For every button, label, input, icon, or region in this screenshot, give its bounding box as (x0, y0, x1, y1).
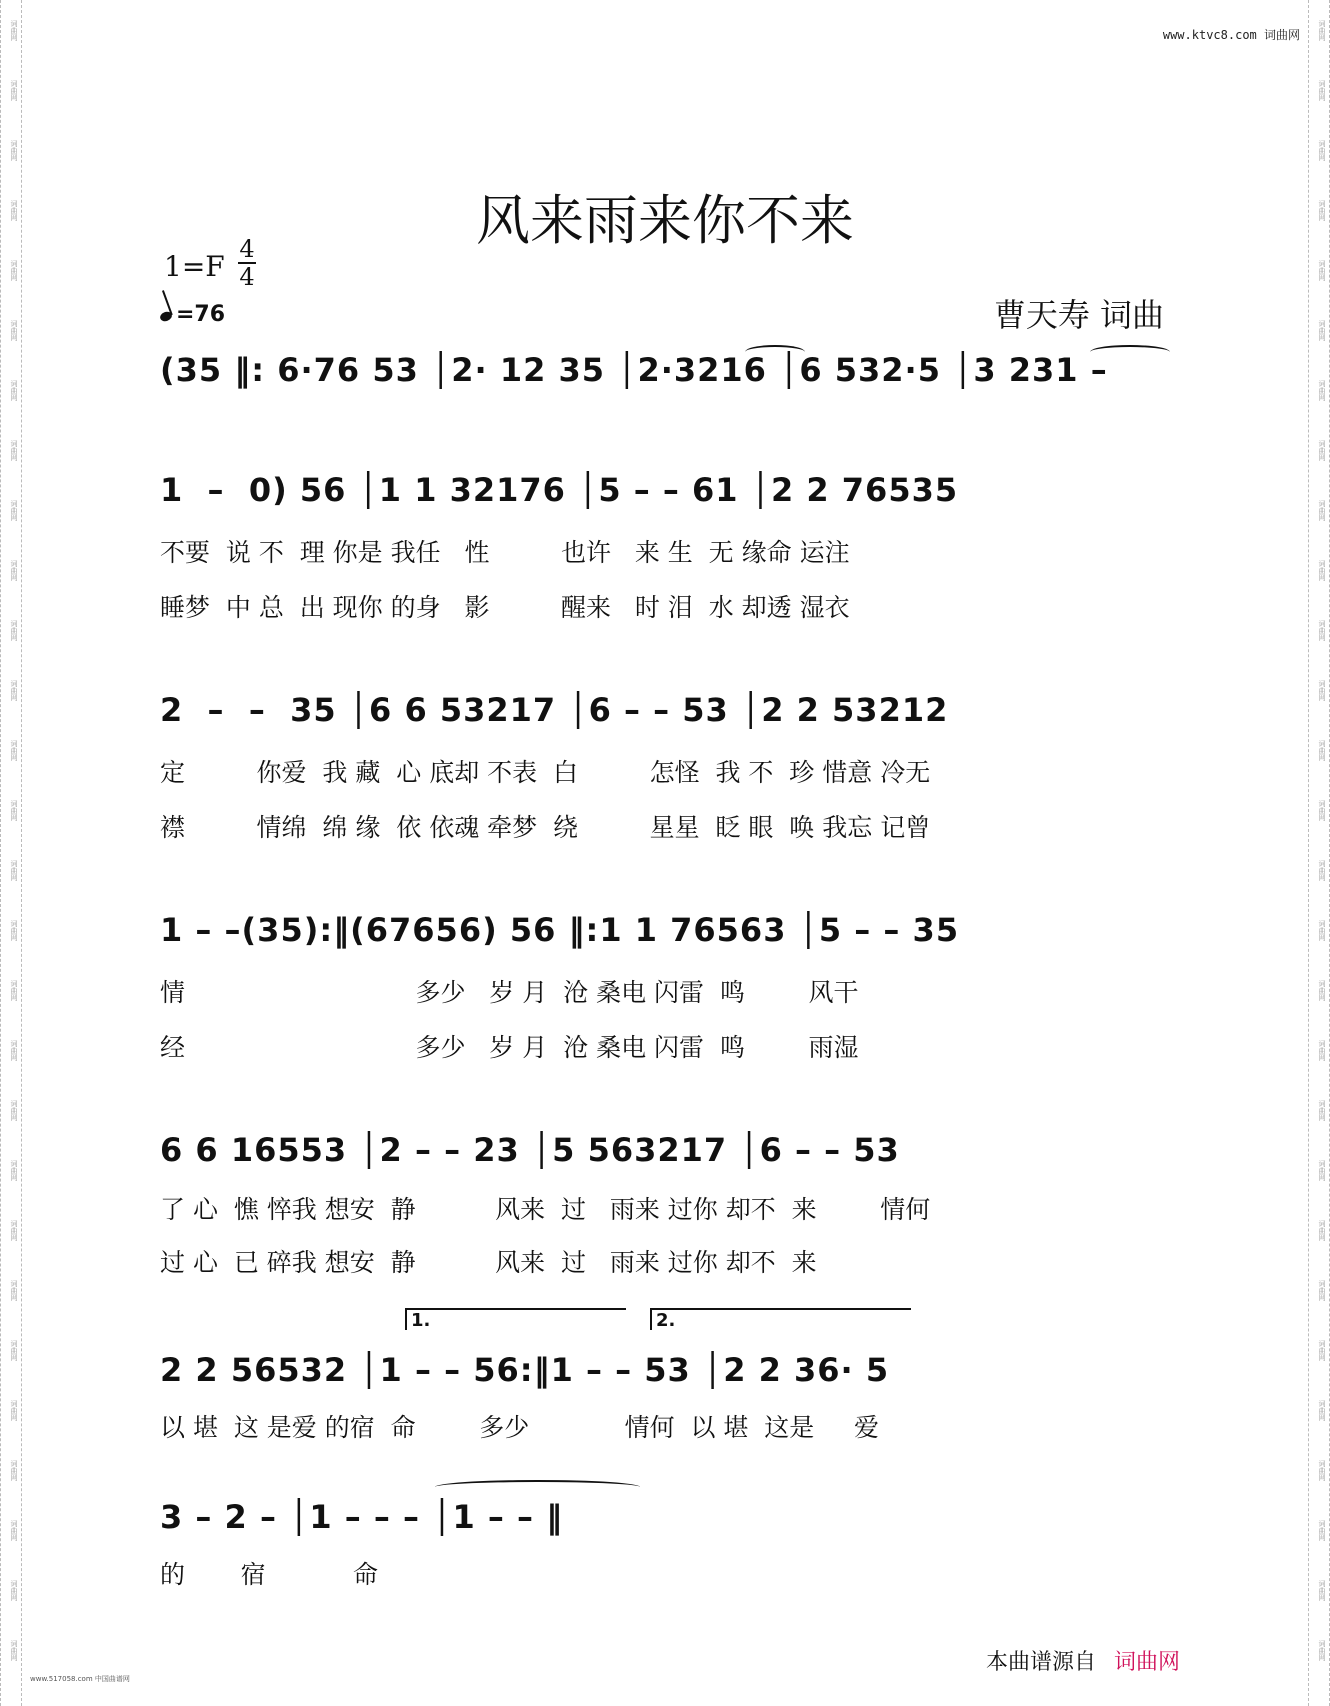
corner-watermark: www.517058.com 中国曲谱网 (30, 1675, 130, 1683)
side-watermark: 词曲网 (1318, 80, 1326, 101)
notation-line-6: 2 2 56532 │1 – – 56:‖1 – – 53 │2 2 36· 5 (160, 1351, 890, 1389)
side-watermark: 词曲网 (10, 1100, 18, 1121)
score-row-7 (160, 1492, 1170, 1552)
lyric-verse-1-line-4: 了 心 憔 悴我 想安 静 风来 过 雨来 过你 却不 来 情何 (160, 1195, 931, 1224)
side-watermark: 词曲网 (1318, 380, 1326, 401)
key-signature: 1=F (164, 250, 225, 283)
notation-line-2: 1 – 0) 56 │1 1 32176 │5 – – 61 │2 2 76535 (160, 471, 959, 509)
side-watermark: 词曲网 (10, 200, 18, 221)
side-watermark: 词曲网 (1318, 320, 1326, 341)
side-watermark: 词曲网 (10, 860, 18, 881)
side-watermark: 词曲网 (1318, 1520, 1326, 1541)
side-watermark: 词曲网 (1318, 1640, 1326, 1661)
side-watermark: 词曲网 (1318, 1340, 1326, 1361)
tie-slur (745, 345, 805, 359)
side-watermark: 词曲网 (1318, 1580, 1326, 1601)
tie-slur (1090, 345, 1170, 359)
side-watermark: 词曲网 (1318, 800, 1326, 821)
notation-line-5: 6 6 16553 │2 – – 23 │5 563217 │6 – – 53 (160, 1131, 900, 1169)
side-watermark: 词曲网 (1318, 440, 1326, 461)
side-watermark: 词曲网 (1318, 260, 1326, 281)
score-row-3 (160, 685, 1170, 745)
score-row-6 (160, 1345, 1170, 1405)
quarter-note-icon (159, 310, 173, 323)
side-watermark: 词曲网 (10, 1160, 18, 1181)
time-signature (238, 236, 256, 290)
side-watermark: 词曲网 (1318, 980, 1326, 1001)
side-watermark: 词曲网 (10, 620, 18, 641)
side-watermark: 词曲网 (10, 680, 18, 701)
lyric-line-6: 的 宿 命 (160, 1560, 379, 1589)
side-watermark: 词曲网 (1318, 1220, 1326, 1241)
lyric-verse-2-line-2: 襟 情绵 绵 缘 依 依魂 牵梦 绕 星星 眨 眼 唤 我忘 记曾 (160, 813, 931, 842)
lyric-verse-2-line-4: 过 心 已 碎我 想安 静 风来 过 雨来 过你 却不 来 (160, 1248, 817, 1277)
side-watermark: 词曲网 (10, 80, 18, 101)
side-watermark: 词曲网 (1318, 1400, 1326, 1421)
side-watermark: 词曲网 (1318, 860, 1326, 881)
tempo-marking (160, 302, 225, 327)
side-watermark: 词曲网 (1318, 620, 1326, 641)
left-margin-strip (0, 0, 22, 1706)
time-sig-bottom: 4 (239, 263, 255, 291)
side-watermark: 词曲网 (1318, 20, 1326, 41)
side-watermark: 词曲网 (1318, 560, 1326, 581)
score-row-5 (160, 1125, 1170, 1185)
side-watermark: 词曲网 (1318, 1040, 1326, 1061)
side-watermark: 词曲网 (10, 260, 18, 281)
side-watermark: 词曲网 (10, 1220, 18, 1241)
tempo-value: =76 (176, 302, 226, 327)
notation-line-7: 3 – 2 – │1 – – – │1 – – ‖ (160, 1498, 564, 1536)
time-sig-top: 4 (239, 235, 255, 263)
lyric-verse-1-line-1: 不要 说 不 理 你是 我任 性 也许 来 生 无 缘命 运注 (160, 538, 850, 567)
side-watermark: 词曲网 (10, 800, 18, 821)
side-watermark: 词曲网 (10, 440, 18, 461)
side-watermark: 词曲网 (1318, 200, 1326, 221)
side-watermark: 词曲网 (10, 1040, 18, 1061)
notation-line-3: 2 – – 35 │6 6 53217 │6 – – 53 │2 2 53212 (160, 691, 949, 729)
side-watermark: 词曲网 (1318, 1460, 1326, 1481)
side-watermark: 词曲网 (10, 1520, 18, 1541)
side-watermark: 词曲网 (10, 140, 18, 161)
page-title: 风来雨来你不来 (476, 189, 854, 252)
score-row-4 (160, 905, 1170, 965)
side-watermark: 词曲网 (10, 740, 18, 761)
side-watermark: 词曲网 (1318, 920, 1326, 941)
side-watermark: 词曲网 (10, 1400, 18, 1421)
side-watermark: 词曲网 (1318, 1160, 1326, 1181)
side-watermark: 词曲网 (10, 1340, 18, 1361)
side-watermark: 词曲网 (1318, 1100, 1326, 1121)
lyric-verse-2-line-3: 经 多少 岁 月 沧 桑电 闪雷 鸣 雨湿 (160, 1033, 859, 1062)
side-watermark: 词曲网 (10, 1640, 18, 1661)
side-watermark: 词曲网 (1318, 680, 1326, 701)
side-watermark: 词曲网 (10, 500, 18, 521)
lyric-verse-1-line-2: 定 你爱 我 藏 心 底却 不表 白 怎怪 我 不 珍 惜意 冷无 (160, 758, 931, 787)
side-watermark: 词曲网 (10, 980, 18, 1001)
lyric-verse-2-line-1: 睡梦 中 总 出 现你 的身 影 醒来 时 泪 水 却透 湿衣 (160, 593, 850, 622)
source-label: 本曲谱源自 (985, 1650, 1096, 1675)
composer-credit: 曹天寿 词曲 (993, 296, 1164, 334)
side-watermark: 词曲网 (10, 560, 18, 581)
side-watermark: 词曲网 (10, 20, 18, 41)
side-watermark: 词曲网 (10, 320, 18, 341)
side-watermark: 词曲网 (1318, 140, 1326, 161)
lyric-verse-1-line-3: 情 多少 岁 月 沧 桑电 闪雷 鸣 风干 (160, 978, 859, 1007)
notation-line-4: 1 – –(35):‖(67656) 56 ‖:1 1 76563 │5 – – 35 (160, 911, 960, 949)
lyric-line-5: 以 堪 这 是爱 的宿 命 多少 情何 以 堪 这是 爱 (160, 1413, 880, 1442)
side-watermark: 词曲网 (10, 380, 18, 401)
side-watermark: 词曲网 (10, 1460, 18, 1481)
site-url[interactable]: www.ktvc8.com 词曲网 (1162, 28, 1300, 42)
score-row-2 (160, 465, 1170, 525)
side-watermark: 词曲网 (10, 1280, 18, 1301)
right-margin-strip (1308, 0, 1330, 1706)
notation-line-1: (35 ‖: 6·76 53 │2· 12 35 │2·3216 │6 532·5 │3 231 – (160, 351, 1108, 389)
side-watermark: 词曲网 (1318, 1280, 1326, 1301)
source-footer (986, 1645, 1180, 1676)
second-ending-bracket: 2. (650, 1308, 911, 1330)
first-ending-bracket: 1. (405, 1308, 626, 1330)
brand-link[interactable]: 词曲网 (1113, 1650, 1180, 1675)
score-row-1 (160, 345, 1170, 405)
side-watermark: 词曲网 (10, 920, 18, 941)
side-watermark: 词曲网 (10, 1580, 18, 1601)
side-watermark: 词曲网 (1318, 740, 1326, 761)
side-watermark: 词曲网 (1318, 500, 1326, 521)
